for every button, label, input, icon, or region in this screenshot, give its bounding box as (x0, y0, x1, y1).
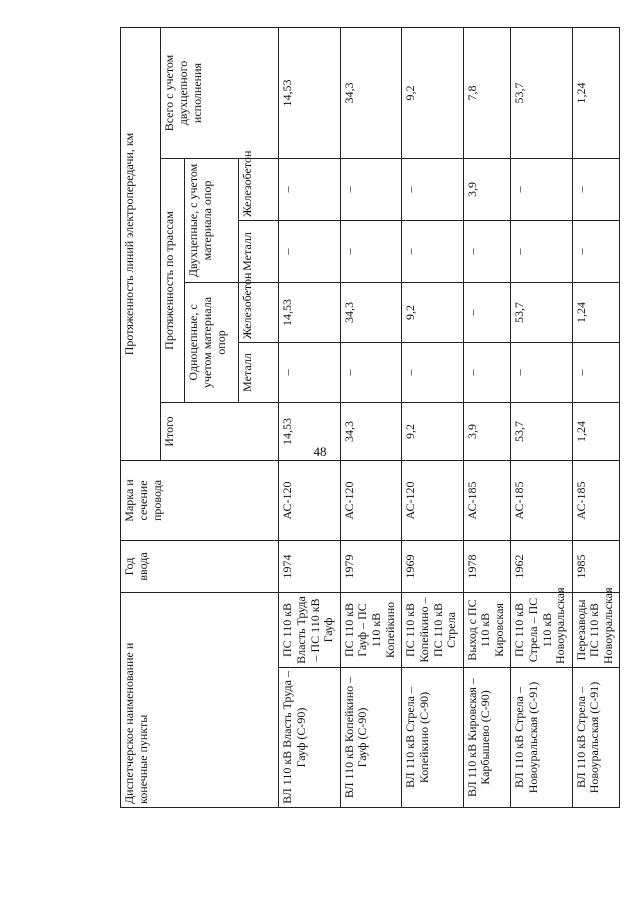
cell-total: 1,24 (572, 403, 619, 461)
cell-single-concrete: 34,3 (340, 283, 402, 343)
cell-points: Выход с ПС 110 кВ Кировская (463, 593, 510, 668)
cell-all: 53,7 (511, 28, 573, 159)
cell-double-concrete: – (279, 159, 341, 221)
cell-double-concrete: – (402, 159, 464, 221)
cell-year: 1978 (463, 541, 510, 593)
cell-wire: АС-120 (279, 461, 341, 541)
cell-total: 53,7 (511, 403, 573, 461)
cell-name: ВЛ 110 кВ Стрела – Копейкино (С-90) (402, 668, 464, 808)
header-routes-group: Протяженность по трассам (161, 159, 185, 403)
header-double: Двухцепные, с учетом материала опор (185, 159, 239, 283)
cell-name: ВЛ 110 кВ Копейкино – Гауф (С-90) (340, 668, 402, 808)
header-total: Итого (161, 403, 279, 461)
cell-points: ПС 110 кВ Власть Труда – ПС 110 кВ Гауф (279, 593, 341, 668)
cell-single-metal: – (279, 343, 341, 403)
header-wire: Марка и сечение провода (121, 461, 279, 541)
cell-year: 1979 (340, 541, 402, 593)
header-double-metal: Металл (239, 221, 279, 283)
cell-single-concrete: 14,53 (279, 283, 341, 343)
cell-name: ВЛ 110 кВ Кировская – Карбышево (С-90) (463, 668, 510, 808)
cell-double-metal: – (572, 221, 619, 283)
header-single-metal: Металл (239, 343, 279, 403)
cell-double-metal: – (279, 221, 341, 283)
cell-double-concrete: – (572, 159, 619, 221)
cell-name: ВЛ 110 кВ Власть Труда – Гауф (С-90) (279, 668, 341, 808)
cell-wire: АС-120 (340, 461, 402, 541)
cell-single-metal: – (463, 343, 510, 403)
table-row (511, 28, 573, 808)
cell-single-concrete: 53,7 (511, 283, 573, 343)
page-number: 48 (313, 444, 327, 459)
cell-wire: АС-185 (572, 461, 619, 541)
cell-double-metal: – (402, 221, 464, 283)
cell-year: 1969 (402, 541, 464, 593)
cell-double-concrete: – (340, 159, 402, 221)
cell-single-metal: – (572, 343, 619, 403)
cell-single-metal: – (340, 343, 402, 403)
cell-double-metal: – (511, 221, 573, 283)
cell-double-metal: – (463, 221, 510, 283)
cell-double-concrete: – (511, 159, 573, 221)
cell-single-metal: – (511, 343, 573, 403)
header-single: Одноцепные, с учетом материала опор (185, 283, 239, 403)
cell-total: 3,9 (463, 403, 510, 461)
cell-wire: АС-185 (463, 461, 510, 541)
header-year: Год ввода (121, 541, 279, 593)
cell-points: ПС 110 кВ Копейкино – ПС 110 кВ Стрела (402, 593, 464, 668)
cell-single-concrete: 9,2 (402, 283, 464, 343)
table-row (402, 28, 464, 808)
cell-name: ВЛ 110 кВ Стрела – Новоуральская (С-91) (572, 668, 619, 808)
cell-all: 9,2 (402, 28, 464, 159)
power-lines-table (120, 27, 620, 808)
header-double-concrete: Железобетон (239, 159, 279, 221)
header-length-group: Протяженность линий электропередачи, км (121, 28, 161, 461)
cell-all: 1,24 (572, 28, 619, 159)
rotated-table-wrapper (120, 28, 620, 808)
cell-all: 7,8 (463, 28, 510, 159)
cell-single-metal: – (402, 343, 464, 403)
cell-points: ПС 110 кВ Стрела – ПС 110 кВ Новоуральская (511, 593, 573, 668)
table-row (279, 28, 341, 808)
header-name: Диспетчерское наименование и конечные пункты (121, 593, 279, 808)
cell-points: Перезаводы ПС 110 кВ Новоуральская (572, 593, 619, 668)
cell-wire: АС-120 (402, 461, 464, 541)
cell-name: ВЛ 110 кВ Стрела – Новоуральская (С-91) (511, 668, 573, 808)
table-row (463, 28, 510, 808)
cell-total: 14,53 (279, 403, 341, 461)
cell-total: 34,3 (340, 403, 402, 461)
cell-points: ПС 110 кВ Гауф – ПС 110 кВ Копейкино (340, 593, 402, 668)
cell-all: 34,3 (340, 28, 402, 159)
cell-double-concrete: 3,9 (463, 159, 510, 221)
table-row (572, 28, 619, 808)
cell-year: 1974 (279, 541, 341, 593)
cell-year: 1962 (511, 541, 573, 593)
cell-total: 9,2 (402, 403, 464, 461)
cell-year: 1985 (572, 541, 619, 593)
cell-wire: АС-185 (511, 461, 573, 541)
header-all-two-chain: Всего с учетом двухцепного исполнения (161, 28, 279, 159)
header-single-concrete: Железобетон (239, 283, 279, 343)
table-row (340, 28, 402, 808)
cell-single-concrete: – (463, 283, 510, 343)
cell-all: 14,53 (279, 28, 341, 159)
cell-single-concrete: 1,24 (572, 283, 619, 343)
cell-double-metal: – (340, 221, 402, 283)
